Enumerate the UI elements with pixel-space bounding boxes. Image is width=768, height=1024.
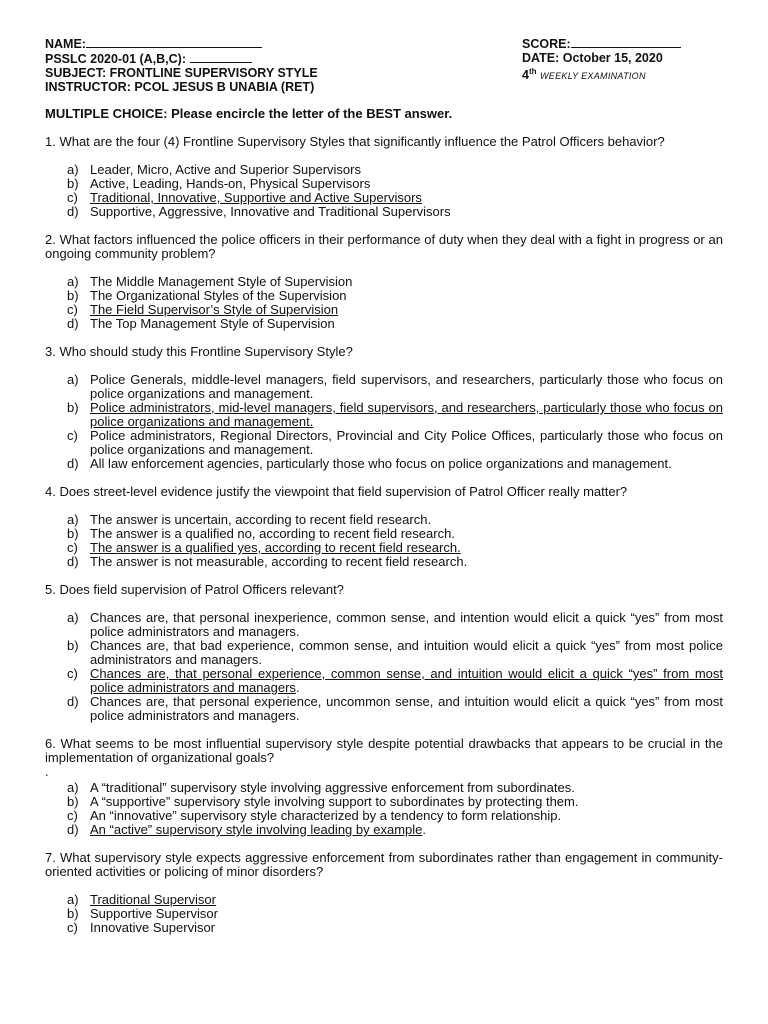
option-q5-d[interactable]: d) Chances are, that personal experience, uncommon sense, and intuition would elicit a quick “yes” from most police administrators and managers.: [67, 694, 723, 723]
option-q4-a[interactable]: a) The answer is uncertain, according to recent field research.: [67, 512, 432, 527]
options-q7: [45, 893, 723, 935]
option-q7-b[interactable]: b) Supportive Supervisor: [67, 906, 218, 921]
subject-line: SUBJECT: FRONTLINE SUPERVISORY STYLE: [45, 66, 318, 80]
stray-dot: .: [45, 764, 49, 779]
question-4: 4. Does street-level evidence justify the viewpoint that field supervision of Patrol Officer really matter?: [45, 484, 628, 499]
score-label: SCORE:: [522, 37, 571, 51]
question-1: 1. What are the four (4) Frontline Supervisory Styles that significantly influence the Patrol Officers behavior?: [45, 134, 665, 149]
header-right: [522, 36, 681, 83]
options-q6: [45, 781, 723, 837]
option-q5-b[interactable]: b) Chances are, that bad experience, common sense, and intuition would elicit a quick “yes” from most police administrators and managers.: [67, 638, 723, 667]
question-2: 2. What factors influenced the police officers in their performance of duty when they deal with a fight in progress or an ongoing community problem?: [45, 232, 723, 261]
options-q1: [45, 163, 723, 219]
question-3: 3. Who should study this Frontline Supervisory Style?: [45, 344, 353, 359]
option-q1-a[interactable]: a) Leader, Micro, Active and Superior Supervisors: [67, 162, 361, 177]
option-q2-a[interactable]: a) The Middle Management Style of Supervision: [67, 274, 353, 289]
pssl-blank: [190, 51, 252, 63]
options-q4: [45, 513, 723, 569]
exam-suffix: th: [528, 67, 537, 76]
name-blank: [86, 36, 262, 48]
option-q2-d[interactable]: d) The Top Management Style of Supervision: [67, 316, 335, 331]
name-label: NAME:: [45, 37, 86, 51]
option-q5-c[interactable]: c) Chances are, that personal experience, common sense, and intuition would elicit a quick “yes” from most police administrators and managers.: [67, 666, 723, 695]
option-q6-d[interactable]: d) An “active” supervisory style involving leading by example.: [67, 822, 427, 837]
option-q3-a[interactable]: a) Police Generals, middle-level managers, field supervisors, and researchers, particularly those who focus on police organizations and management.: [67, 372, 723, 401]
option-q6-c[interactable]: c) An “innovative” supervisory style characterized by a tendency to form relationship.: [67, 808, 562, 823]
options-q3: [45, 373, 723, 471]
exam-number: 4: [522, 68, 529, 83]
score-blank: [571, 36, 681, 48]
question-6: 6. What seems to be most influential supervisory style despite potential drawbacks that appears to be crucial in the implementation of organizational goals?: [45, 736, 723, 765]
pssl-label: PSSLC 2020-01 (A,B,C):: [45, 52, 187, 66]
option-q6-b[interactable]: b) A “supportive” supervisory style involving support to subordinates by protecting them.: [67, 794, 579, 809]
option-q4-c[interactable]: c) The answer is a qualified yes, according to recent field research.: [67, 540, 461, 555]
options-q2: [45, 275, 723, 331]
option-q2-c[interactable]: c) The Field Supervisor’s Style of Supervision: [67, 302, 339, 317]
header-left: [45, 36, 318, 94]
option-q5-a[interactable]: a) Chances are, that personal inexperience, common sense, and intention would elicit a quick “yes” from most police administrators and managers.: [67, 610, 723, 639]
instructor-line: INSTRUCTOR: PCOL JESUS B UNABIA (RET): [45, 80, 315, 94]
option-q3-b[interactable]: b) Police administrators, mid-level managers, field supervisors, and researchers, particularly those who focus on police organizations and management.: [67, 400, 723, 429]
option-q6-a[interactable]: a) A “traditional” supervisory style involving aggressive enforcement from subordinates.: [67, 780, 575, 795]
option-q1-d[interactable]: d) Supportive, Aggressive, Innovative and Traditional Supervisors: [67, 204, 451, 219]
date-line: DATE: October 15, 2020: [522, 51, 663, 65]
question-7: 7. What supervisory style expects aggressive enforcement from subordinates rather than engagement in community-oriented activities or policing of minor disorders?: [45, 850, 723, 879]
option-q4-d[interactable]: d) The answer is not measurable, according to recent field research.: [67, 554, 468, 569]
option-q1-c[interactable]: c) Traditional, Innovative, Supportive and Active Supervisors: [67, 190, 422, 205]
question-5: 5. Does field supervision of Patrol Officers relevant?: [45, 582, 344, 597]
instructions: MULTIPLE CHOICE: Please encircle the letter of the BEST answer.: [45, 106, 453, 121]
option-q1-b[interactable]: b) Active, Leading, Hands-on, Physical Supervisors: [67, 176, 371, 191]
exam-label: WEEKLY EXAMINATION: [540, 71, 646, 82]
option-q7-a[interactable]: a) Traditional Supervisor: [67, 892, 216, 907]
option-q3-d[interactable]: d) All law enforcement agencies, particularly those who focus on police organizations and management.: [67, 456, 672, 471]
exam-page: [45, 36, 723, 935]
exam-line: [522, 65, 681, 83]
option-q4-b[interactable]: b) The answer is a qualified no, according to recent field research.: [67, 526, 455, 541]
exam-header: [45, 36, 723, 92]
option-q7-c[interactable]: c) Innovative Supervisor: [67, 920, 216, 935]
option-q3-c[interactable]: c) Police administrators, Regional Directors, Provincial and City Police Offices, particularly those who focus on police organizations and management.: [67, 428, 723, 457]
options-q5: [45, 611, 723, 723]
option-q2-b[interactable]: b) The Organizational Styles of the Supervision: [67, 288, 347, 303]
